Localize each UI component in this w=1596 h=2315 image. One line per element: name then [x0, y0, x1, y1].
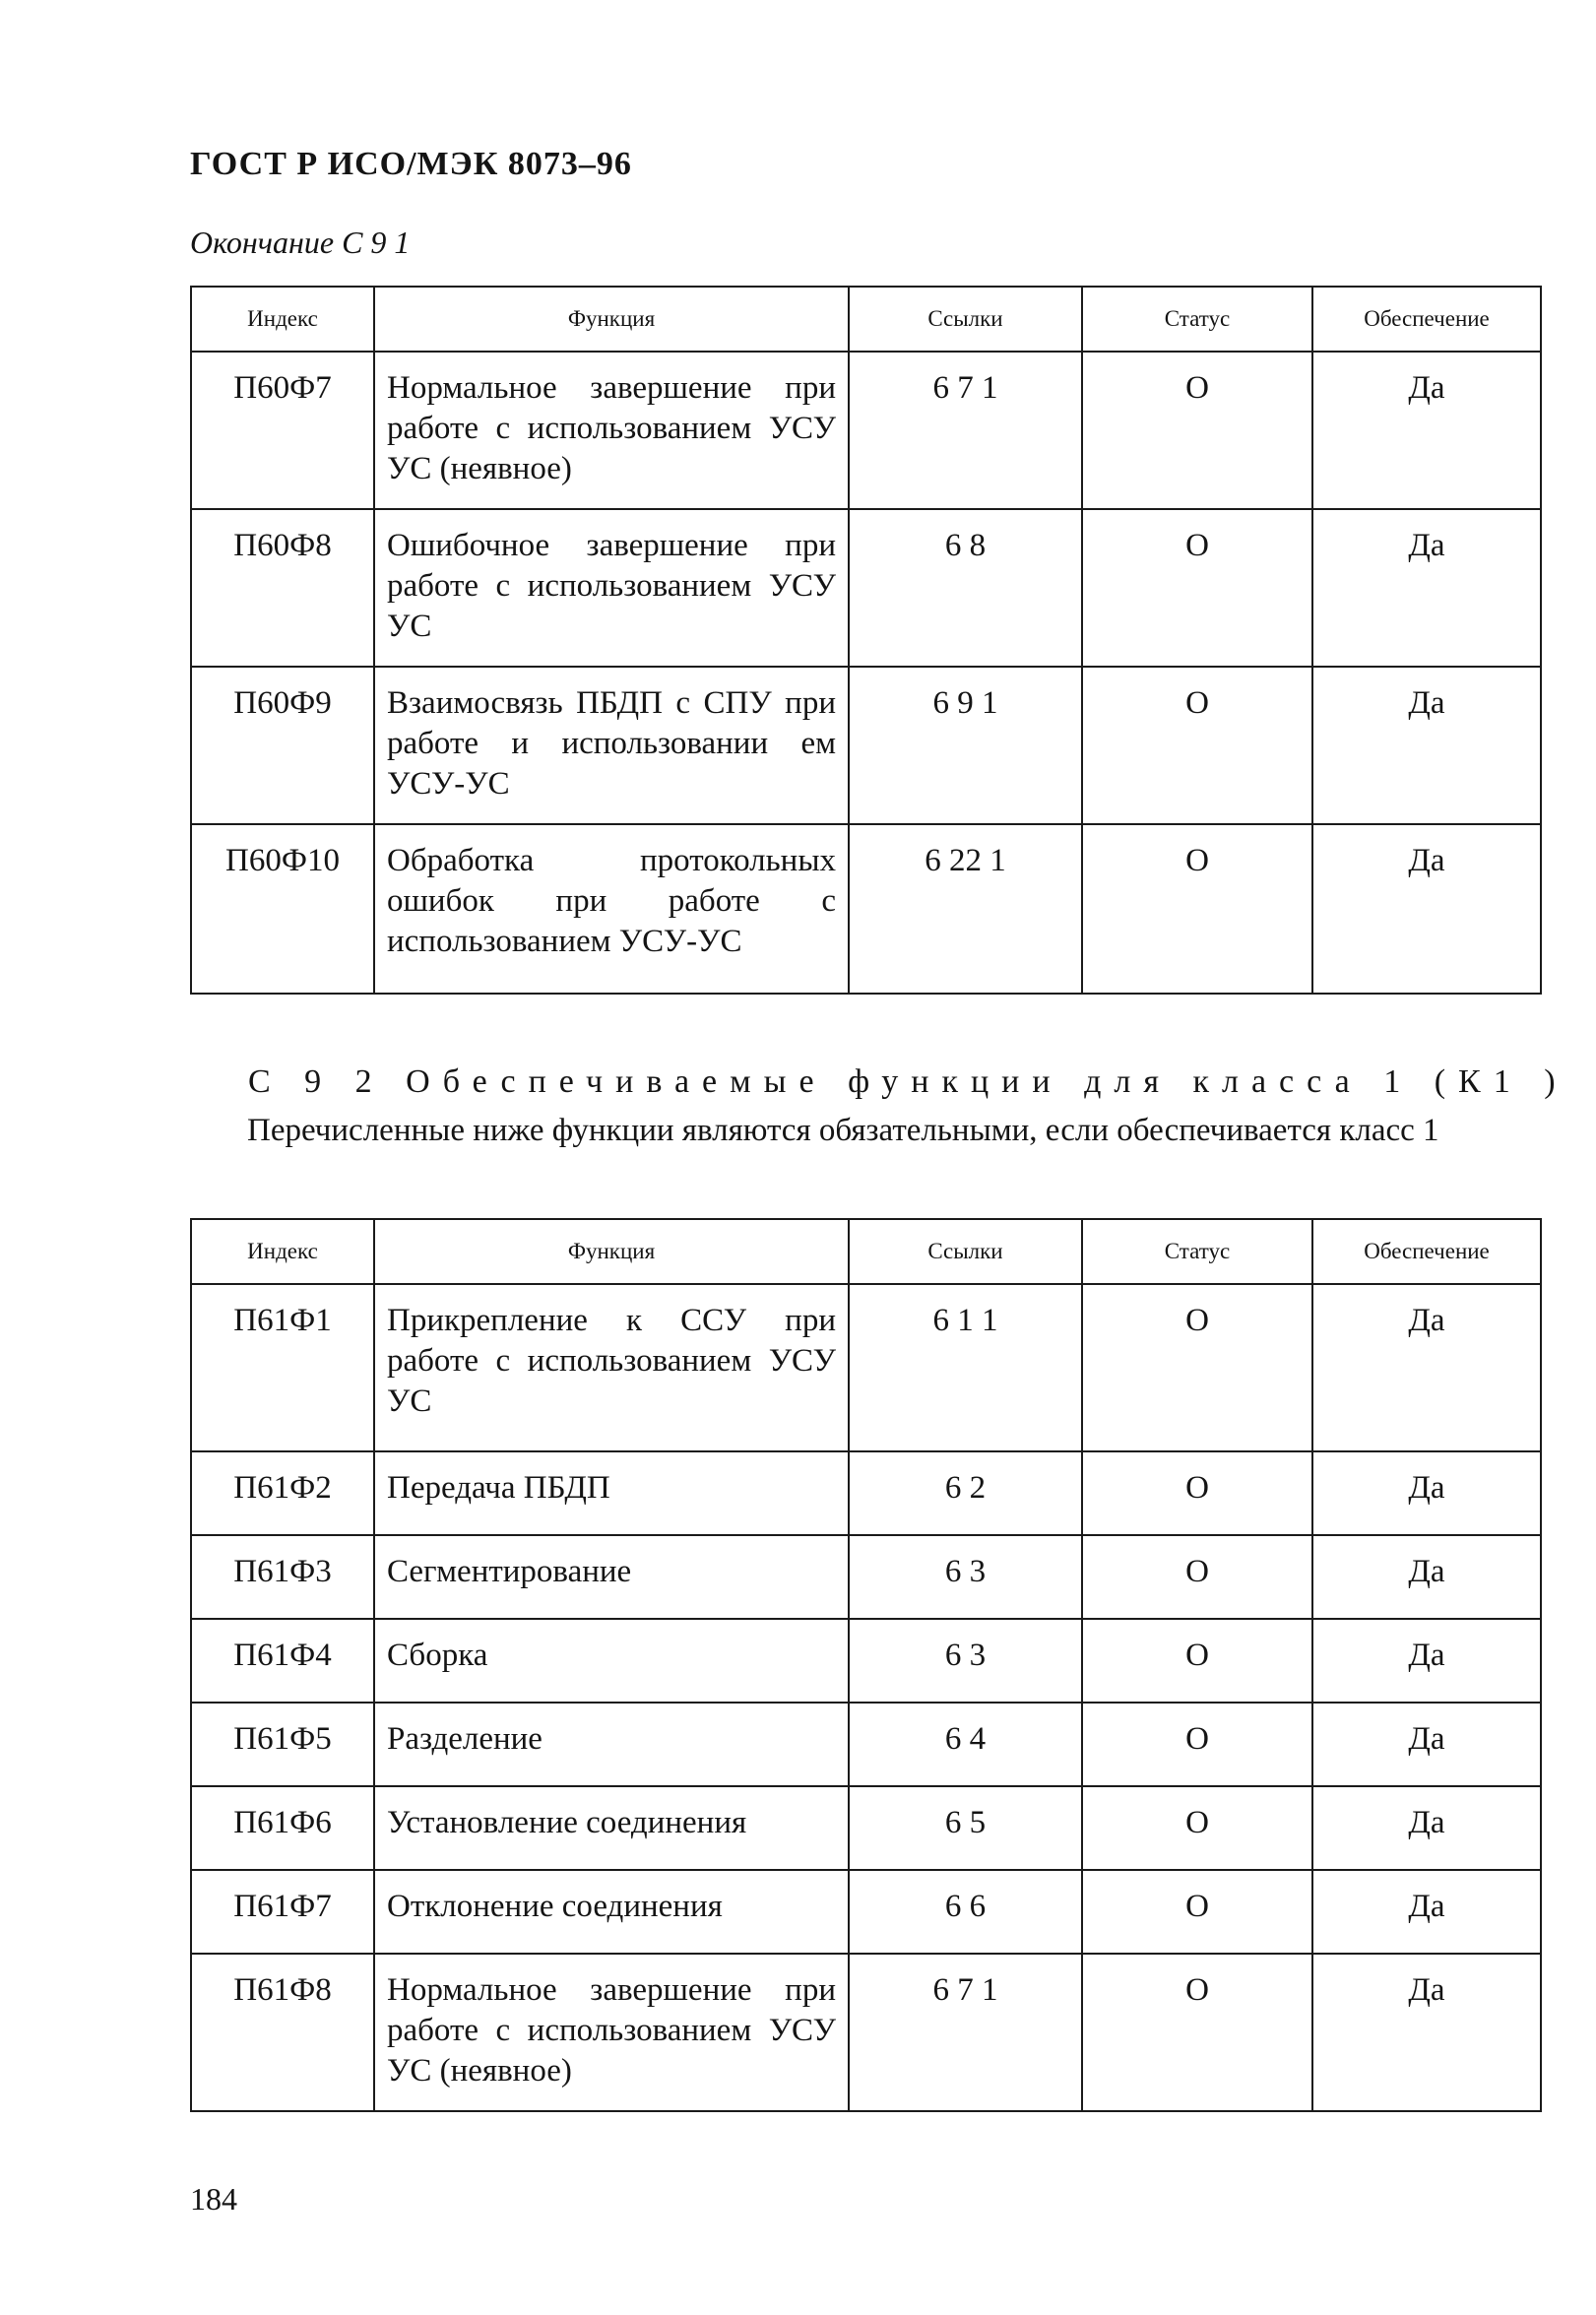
- cell-index: П60Ф7: [191, 352, 374, 509]
- cell-references: 6 1 1: [849, 1284, 1082, 1451]
- table-row: [191, 352, 1541, 509]
- table-header-row: [191, 287, 1541, 352]
- cell-status: О: [1082, 667, 1312, 824]
- table-row: [191, 667, 1541, 824]
- section-title: С 9 2 Обеспечиваемые функции для класса 1 (К1 ): [248, 1063, 1568, 1100]
- column-header-function: Функция: [374, 287, 849, 352]
- column-header-references: Ссылки: [849, 1219, 1082, 1284]
- column-header-provision: Обеспечение: [1312, 287, 1541, 352]
- column-header-references: Ссылки: [849, 287, 1082, 352]
- table-row: [191, 824, 1541, 994]
- table-row: [191, 1870, 1541, 1954]
- cell-status: О: [1082, 1786, 1312, 1870]
- cell-index: П61Ф2: [191, 1451, 374, 1535]
- cell-provision: Да: [1312, 824, 1541, 994]
- table-row: [191, 1786, 1541, 1870]
- cell-index: П61Ф3: [191, 1535, 374, 1619]
- column-header-status: Статус: [1082, 287, 1312, 352]
- table-row: [191, 1284, 1541, 1451]
- cell-function: Отклонение соединения: [374, 1870, 849, 1954]
- table-row: [191, 1619, 1541, 1703]
- cell-status: О: [1082, 1703, 1312, 1786]
- cell-references: 6 2: [849, 1451, 1082, 1535]
- cell-status: О: [1082, 1451, 1312, 1535]
- table-functions-class0: [190, 286, 1542, 995]
- table-row: [191, 509, 1541, 667]
- cell-references: 6 3: [849, 1619, 1082, 1703]
- section-text: Перечисленные ниже функции являются обязательными, если обеспечивается класс 1: [247, 1113, 1439, 1148]
- page-number: 184: [190, 2181, 237, 2217]
- cell-function: Разделение: [374, 1703, 849, 1786]
- cell-index: П61Ф7: [191, 1870, 374, 1954]
- cell-index: П60Ф10: [191, 824, 374, 994]
- cell-function: Передача ПБДП: [374, 1451, 849, 1535]
- cell-references: 6 7 1: [849, 352, 1082, 509]
- cell-status: О: [1082, 1954, 1312, 2111]
- cell-provision: Да: [1312, 667, 1541, 824]
- cell-function: Ошибочное завершение при работе с использованием УСУ УС: [374, 509, 849, 667]
- column-header-status: Статус: [1082, 1219, 1312, 1284]
- cell-provision: Да: [1312, 1703, 1541, 1786]
- table-functions-class1: [190, 1218, 1542, 2112]
- cell-function: Обработка протокольных ошибок при работе с использованием УСУ-УС: [374, 824, 849, 994]
- cell-provision: Да: [1312, 1535, 1541, 1619]
- cell-index: П61Ф5: [191, 1703, 374, 1786]
- cell-index: П61Ф6: [191, 1786, 374, 1870]
- cell-provision: Да: [1312, 352, 1541, 509]
- table-row: [191, 1954, 1541, 2111]
- cell-references: 6 6: [849, 1870, 1082, 1954]
- column-header-function: Функция: [374, 1219, 849, 1284]
- cell-function: Нормальное завершение при работе с использованием УСУ УС (неявное): [374, 1954, 849, 2111]
- table-row: [191, 1451, 1541, 1535]
- cell-provision: Да: [1312, 1786, 1541, 1870]
- table-row: [191, 1535, 1541, 1619]
- cell-provision: Да: [1312, 1954, 1541, 2111]
- cell-references: 6 22 1: [849, 824, 1082, 994]
- cell-status: О: [1082, 1870, 1312, 1954]
- table-header-row: [191, 1219, 1541, 1284]
- cell-status: О: [1082, 824, 1312, 994]
- cell-status: О: [1082, 1535, 1312, 1619]
- cell-provision: Да: [1312, 1284, 1541, 1451]
- cell-function: Взаимосвязь ПБДП с СПУ при работе и использовании ем УСУ-УС: [374, 667, 849, 824]
- cell-status: О: [1082, 1284, 1312, 1451]
- cell-status: О: [1082, 352, 1312, 509]
- cell-function: Установление соединения: [374, 1786, 849, 1870]
- cell-references: 6 5: [849, 1786, 1082, 1870]
- continuation-label: Окончание С 9 1: [190, 225, 411, 260]
- cell-provision: Да: [1312, 1619, 1541, 1703]
- cell-function: Прикрепление к ССУ при работе с использованием УСУ УС: [374, 1284, 849, 1451]
- cell-provision: Да: [1312, 1451, 1541, 1535]
- cell-index: П61Ф8: [191, 1954, 374, 2111]
- page-header: ГОСТ Р ИСО/МЭК 8073–96: [190, 146, 632, 182]
- cell-references: 6 7 1: [849, 1954, 1082, 2111]
- cell-provision: Да: [1312, 1870, 1541, 1954]
- cell-function: Сегментирование: [374, 1535, 849, 1619]
- cell-index: П61Ф1: [191, 1284, 374, 1451]
- cell-references: 6 8: [849, 509, 1082, 667]
- column-header-index: Индекс: [191, 1219, 374, 1284]
- cell-status: О: [1082, 509, 1312, 667]
- cell-provision: Да: [1312, 509, 1541, 667]
- column-header-index: Индекс: [191, 287, 374, 352]
- cell-index: П60Ф8: [191, 509, 374, 667]
- cell-index: П60Ф9: [191, 667, 374, 824]
- table-row: [191, 1703, 1541, 1786]
- cell-status: О: [1082, 1619, 1312, 1703]
- cell-function: Сборка: [374, 1619, 849, 1703]
- cell-references: 6 3: [849, 1535, 1082, 1619]
- column-header-provision: Обеспечение: [1312, 1219, 1541, 1284]
- cell-references: 6 4: [849, 1703, 1082, 1786]
- cell-references: 6 9 1: [849, 667, 1082, 824]
- cell-function: Нормальное завершение при работе с использованием УСУ УС (неявное): [374, 352, 849, 509]
- cell-index: П61Ф4: [191, 1619, 374, 1703]
